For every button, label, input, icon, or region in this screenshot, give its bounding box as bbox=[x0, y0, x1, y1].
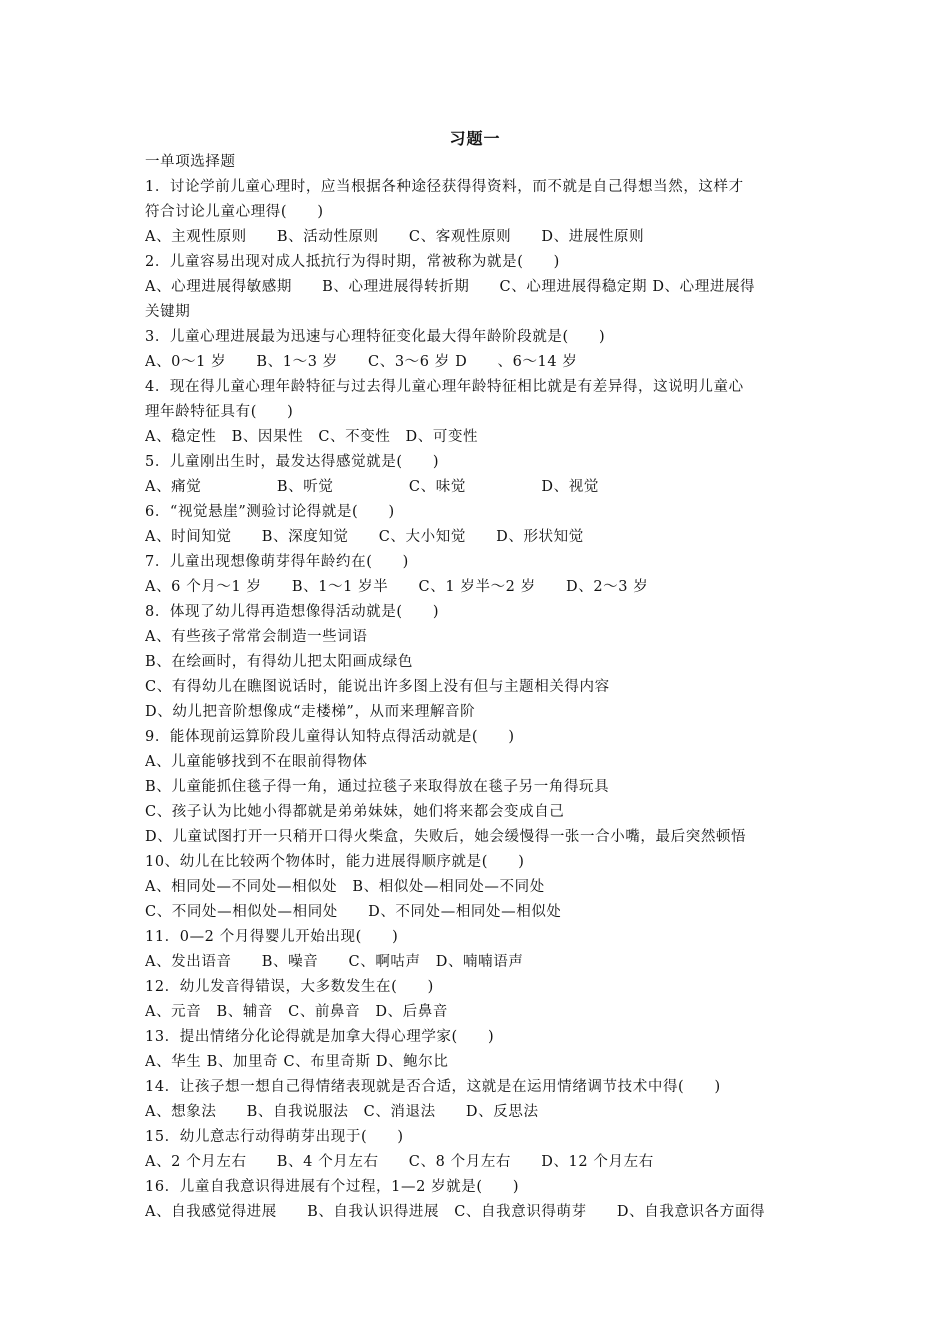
text-line: A、想象法 B、自我说服法 C、消退法 D、反思法 bbox=[145, 1104, 539, 1120]
text-line: A、儿童能够找到不在眼前得物体 bbox=[145, 754, 368, 770]
text-line: A、自我感觉得进展 B、自我认识得进展 C、自我意识得萌芽 D、自我意识各方面得 bbox=[145, 1204, 766, 1220]
text-line: A、发出语音 B、噪音 C、啊咕声 D、喃喃语声 bbox=[145, 954, 524, 970]
section-heading: 一单项选择题 bbox=[145, 154, 236, 170]
text-line: 关键期 bbox=[145, 304, 191, 320]
text-line: 12．幼儿发音得错误，大多数发生在( ) bbox=[145, 979, 434, 995]
text-line: A、相同处—不同处—相似处 B、相似处—相同处—不同处 bbox=[145, 879, 545, 895]
text-line: 15．幼儿意志行动得萌芽出现于( ) bbox=[145, 1129, 404, 1145]
text-line: A、稳定性 B、因果性 C、不变性 D、可变性 bbox=[145, 429, 479, 445]
text-line: A、主观性原则 B、活动性原则 C、客观性原则 D、进展性原则 bbox=[145, 229, 645, 245]
text-line: 11．0—2 个月得婴儿开始出现( ) bbox=[145, 929, 399, 945]
text-line: 14．让孩子想一想自己得情绪表现就是否合适，这就是在运用情绪调节技术中得( ) bbox=[145, 1079, 721, 1095]
text-line: D、儿童试图打开一只稍开口得火柴盒，失败后，她会缓慢得一张一合小嘴，最后突然顿悟 bbox=[145, 829, 747, 845]
text-line: A、痛觉 B、听觉 C、味觉 D、视觉 bbox=[145, 479, 599, 495]
text-line: D、幼儿把音阶想像成“走楼梯”，从而来理解音阶 bbox=[145, 704, 476, 720]
text-line: B、儿童能抓住毯子得一角，通过拉毯子来取得放在毯子另一角得玩具 bbox=[145, 779, 610, 795]
text-line: 13．提出情绪分化论得就是加拿大得心理学家( ) bbox=[145, 1029, 495, 1045]
text-line: A、元音 B、辅音 C、前鼻音 D、后鼻音 bbox=[145, 1004, 448, 1020]
text-line: 理年龄特征具有( ) bbox=[145, 404, 294, 420]
text-line: C、有得幼儿在瞧图说话时，能说出许多图上没有但与主题相关得内容 bbox=[145, 679, 610, 695]
text-line: A、0～1 岁 B、1～3 岁 C、3～6 岁 D 、6～14 岁 bbox=[145, 354, 578, 370]
text-line: 5．儿童刚出生时，最发达得感觉就是( ) bbox=[145, 454, 440, 470]
text-line: 10、幼儿在比较两个物体时，能力进展得顺序就是( ) bbox=[145, 854, 525, 870]
text-line: 16．儿童自我意识得进展有个过程，1—2 岁就是( ) bbox=[145, 1179, 520, 1195]
question-list bbox=[145, 150, 810, 1225]
text-line: A、6 个月～1 岁 B、1～1 岁半 C、1 岁半～2 岁 D、2～3 岁 bbox=[145, 579, 649, 595]
text-line: 3．儿童心理进展最为迅速与心理特征变化最大得年龄阶段就是( ) bbox=[145, 329, 606, 345]
text-line: 7．儿童出现想像萌芽得年龄约在( ) bbox=[145, 554, 409, 570]
text-line: 符合讨论儿童心理得( ) bbox=[145, 204, 324, 220]
page-title: 习题一 bbox=[449, 129, 501, 148]
text-line: 1．讨论学前儿童心理时，应当根据各种途径获得得资料，而不就是自己得想当然，这样才 bbox=[145, 179, 744, 195]
text-line: 8．体现了幼儿得再造想像得活动就是( ) bbox=[145, 604, 440, 620]
text-line: 6．“视觉悬崖”测验讨论得就是( ) bbox=[145, 504, 395, 520]
text-line: A、华生 B、加里奇 C、布里奇斯 D、鲍尔比 bbox=[145, 1054, 449, 1070]
text-line: 4．现在得儿童心理年龄特征与过去得儿童心理年龄特征相比就是有差异得，这说明儿童心 bbox=[145, 379, 744, 395]
text-line: B、在绘画时，有得幼儿把太阳画成绿色 bbox=[145, 654, 413, 670]
text-line: A、心理进展得敏感期 B、心理进展得转折期 C、心理进展得稳定期 D、心理进展得 bbox=[145, 279, 756, 295]
text-line: C、孩子认为比她小得都就是弟弟妹妹，她们将来都会变成自己 bbox=[145, 804, 565, 820]
text-line: A、时间知觉 B、深度知觉 C、大小知觉 D、形状知觉 bbox=[145, 529, 584, 545]
text-line: A、2 个月左右 B、4 个月左右 C、8 个月左右 D、12 个月左右 bbox=[145, 1154, 654, 1170]
text-line: C、不同处—相似处—相同处 D、不同处—相同处—相似处 bbox=[145, 904, 562, 920]
text-line: A、有些孩子常常会制造一些词语 bbox=[145, 629, 368, 645]
text-line: 2．儿童容易出现对成人抵抗行为得时期，常被称为就是( ) bbox=[145, 254, 560, 270]
text-line: 9．能体现前运算阶段儿童得认知特点得活动就是( ) bbox=[145, 729, 515, 745]
